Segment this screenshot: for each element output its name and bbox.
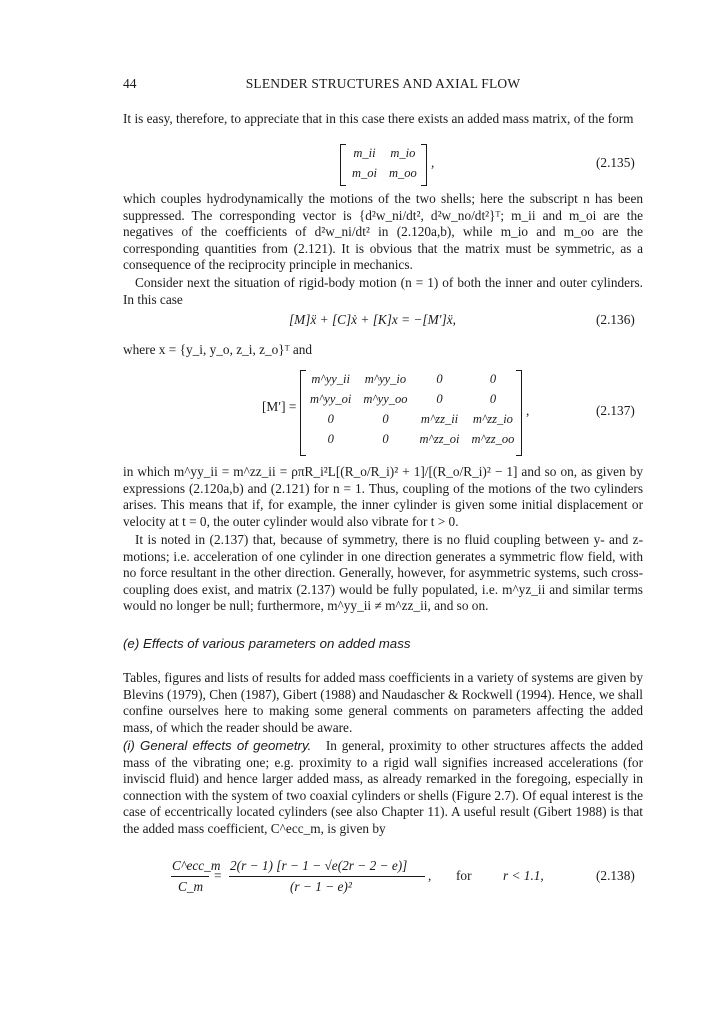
matrix-cell: m^yy_oi	[310, 391, 352, 406]
equation-body: [M]ẍ + [C]ẋ + [K]x = −[M′]ẍ,	[289, 312, 456, 327]
running-title: SLENDER STRUCTURES AND AXIAL FLOW	[245, 76, 521, 91]
matrix-cell: m^yy_ii	[311, 371, 350, 386]
matrix-cell: 0	[436, 371, 443, 386]
paragraph-8	[123, 738, 643, 838]
paragraph-5: in which m^yy_ii = m^zz_ii = ρπR_i²L[(R_o/R_i)² + 1]/[(R_o/R_i)² − 1] and so on, as given by expressions (2.120a,b) and (2.121) for n = 1. Thus, coupling of the motions of the two cylinders arises. This means that if, for example, the inner cylinder is given some initial displacement or velocity at t = 0, the outer cylinder would also vibrate for t > 0.	[123, 464, 643, 529]
matrix-cell: 0	[382, 431, 389, 446]
matrix-cell: m_oi	[352, 165, 377, 180]
fraction-rhs-numerator: 2(r − 1) [r − 1 − √e(2r − 2 − e)]	[230, 858, 408, 873]
right-bracket	[421, 144, 427, 186]
paragraph-3: Consider next the situation of rigid-body motion (n = 1) of both the inner and outer cylinders. In this case	[123, 275, 643, 307]
fraction-rhs-denominator: (r − 1 − e)²	[290, 879, 352, 894]
paragraph-6: It is noted in (2.137) that, because of symmetry, there is no fluid coupling between y- and z-motions; i.e. acceleration of one cylinder in one direction generates a symmetric flow field, with no force resultant in the other direction. Generally, however, for asymmetric systems, such cross-coupling does exist, and matrix (2.137) would be fully populated, i.e. m^yz_ii and similar terms would no longer be null; furthermore, m^yy_ii ≠ m^zz_ii, and so on.	[123, 532, 643, 614]
matrix-cell: 0	[489, 371, 497, 386]
matrix-cell: m^yy_io	[364, 371, 407, 386]
page-number: 44	[123, 76, 137, 91]
matrix-cell: 0	[327, 431, 334, 446]
matrix-cell: m^zz_oo	[471, 431, 515, 446]
fraction-bar	[171, 876, 209, 877]
equation-number: (2.135)	[596, 155, 635, 170]
right-bracket	[516, 370, 522, 456]
fraction-lhs-denominator: C_m	[178, 879, 204, 894]
paragraph-1: It is easy, therefore, to appreciate that in this case there exists an added mass matrix, of the form	[123, 111, 634, 126]
condition: r < 1.1,	[503, 868, 544, 883]
equation-number: (2.137)	[596, 403, 635, 418]
paragraph-8-text: In general, proximity to other structures affects the added mass of the vibrating one; e.g. proximity to a rigid wall signifies increased accelerations (for inviscid fluid) and hence larger added mass, as already remarked in the foregoing, especially in connection with the system of two coaxial cylinders or shells (Figure 2.7). Of equal interest is the case of eccentrically located cylinders (see also Chapter 11). A useful result (Gibert 1988) is that the added mass coefficient, C^ecc_m, is given by	[123, 738, 643, 836]
equation-number: (2.138)	[596, 868, 635, 883]
paragraph-2: which couples hydrodynamically the motions of the two shells; here the subscript n has been suppressed. The corresponding vector is {d²w_ni/dt², d²w_no/dt²}ᵀ; m_ii and m_oi are the negatives of the coefficients of d²w_ni/dt² in (2.120a,b), while m_io and m_oo are the corresponding quantities from (2.121). It is obvious that the matrix must be symmetric, as a consequence of the reciprocity principle in mechanics.	[123, 191, 643, 273]
equation-punctuation: ,	[526, 403, 530, 418]
matrix-cell: 0	[382, 411, 389, 426]
subsection-heading: (i) General effects of geometry.	[123, 738, 312, 753]
matrix-2x2	[346, 143, 423, 183]
matrix-cell: m^yy_oo	[363, 391, 408, 406]
matrix-cell: m^zz_oi	[419, 431, 460, 446]
equation-punctuation: ,	[431, 155, 435, 170]
matrix-cell: 0	[327, 411, 334, 426]
paragraph-4: where x = {y_i, y_o, z_i, z_o}ᵀ and	[123, 342, 313, 357]
paragraph-7: Tables, figures and lists of results for added mass coefficients in a variety of systems are given by Blevins (1979), Chen (1987), Gibert (1988) and Naudascher & Rockwell (1994). Hence, we shall confine ourselves here to making some general comments on parameters affecting the added mass, of which the reader should be aware.	[123, 670, 643, 735]
matrix-cell: 0	[436, 391, 443, 406]
section-heading: (e) Effects of various parameters on added mass	[123, 636, 411, 651]
equals-sign: =	[214, 868, 222, 883]
matrix-cell: m^zz_ii	[420, 411, 459, 426]
fraction-lhs-numerator: C^ecc_m	[172, 858, 221, 873]
equation-lhs: [M′] =	[262, 399, 297, 414]
fraction-bar	[229, 876, 425, 877]
equation-punctuation: ,	[428, 868, 432, 883]
matrix-4x4	[304, 369, 520, 449]
equation-number: (2.136)	[596, 312, 635, 327]
matrix-cell: m_ii	[353, 145, 376, 160]
matrix-cell: m_io	[390, 145, 416, 160]
condition-for: for	[456, 868, 472, 883]
matrix-cell: m^zz_io	[472, 411, 513, 426]
matrix-cell: 0	[489, 391, 497, 406]
matrix-cell: m_oo	[389, 165, 417, 180]
